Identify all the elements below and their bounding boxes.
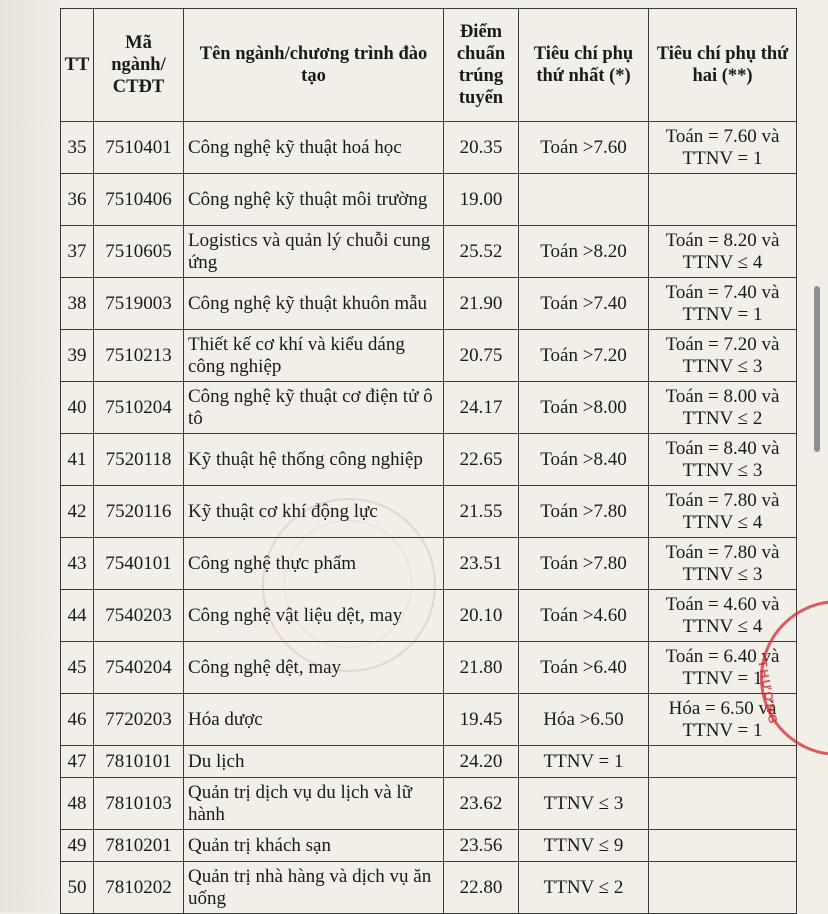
cell-score: 22.65 bbox=[444, 434, 519, 486]
cell-crit2 bbox=[649, 278, 797, 330]
cell-crit1: TTNV ≤ 3 bbox=[519, 778, 649, 830]
cell-tt: 43 bbox=[61, 538, 94, 590]
cell-code: 7510401 bbox=[94, 122, 184, 174]
cell-tt: 50 bbox=[61, 862, 94, 914]
cell-name: Công nghệ kỹ thuật môi trường bbox=[184, 174, 444, 226]
cell-crit2 bbox=[649, 778, 797, 830]
cell-tt: 46 bbox=[61, 694, 94, 746]
cell-score: 24.20 bbox=[444, 746, 519, 778]
cell-tt: 39 bbox=[61, 330, 94, 382]
cell-crit1: Toán >8.40 bbox=[519, 434, 649, 486]
cell-crit1 bbox=[519, 174, 649, 226]
crit2-line1: Toán = 7.80 và bbox=[665, 541, 780, 563]
cell-score: 21.80 bbox=[444, 642, 519, 694]
table-row bbox=[61, 590, 797, 642]
crit2-line2: TTNV ≤ 4 bbox=[682, 251, 763, 273]
cell-code: 7540203 bbox=[94, 590, 184, 642]
cell-code: 7810201 bbox=[94, 830, 184, 862]
cell-crit2 bbox=[649, 746, 797, 778]
cell-tt: 40 bbox=[61, 382, 94, 434]
cell-score: 25.52 bbox=[444, 226, 519, 278]
cell-tt: 45 bbox=[61, 642, 94, 694]
cell-crit1: Toán >7.20 bbox=[519, 330, 649, 382]
cell-score: 21.90 bbox=[444, 278, 519, 330]
cell-name: Hóa dược bbox=[184, 694, 444, 746]
cell-name: Công nghệ kỹ thuật cơ điện tử ô tô bbox=[184, 382, 444, 434]
cell-name: Quản trị khách sạn bbox=[184, 830, 444, 862]
cell-crit1: TTNV ≤ 2 bbox=[519, 862, 649, 914]
cell-crit2 bbox=[649, 538, 797, 590]
table-header-row bbox=[61, 9, 797, 122]
table-row bbox=[61, 174, 797, 226]
cell-code: 7520116 bbox=[94, 486, 184, 538]
cell-name: Kỹ thuật cơ khí động lực bbox=[184, 486, 444, 538]
cell-crit2 bbox=[649, 122, 797, 174]
cell-score: 20.35 bbox=[444, 122, 519, 174]
cell-tt: 48 bbox=[61, 778, 94, 830]
crit2-line2: TTNV ≤ 3 bbox=[682, 563, 763, 585]
crit2-line2: TTNV ≤ 4 bbox=[682, 511, 763, 533]
cell-code: 7510213 bbox=[94, 330, 184, 382]
cell-code: 7519003 bbox=[94, 278, 184, 330]
crit2-line1: Toán = 7.20 và bbox=[665, 333, 780, 355]
table-row bbox=[61, 226, 797, 278]
cell-crit1: Toán >8.20 bbox=[519, 226, 649, 278]
cell-crit1: Toán >6.40 bbox=[519, 642, 649, 694]
cell-crit2 bbox=[649, 862, 797, 914]
cell-name: Logistics và quản lý chuỗi cung ứng bbox=[184, 226, 444, 278]
cell-name: Công nghệ kỹ thuật khuôn mẫu bbox=[184, 278, 444, 330]
cell-tt: 42 bbox=[61, 486, 94, 538]
cell-crit1: Toán >7.80 bbox=[519, 538, 649, 590]
cell-crit1: TTNV ≤ 9 bbox=[519, 830, 649, 862]
crit2-line1: Toán = 7.40 và bbox=[665, 281, 780, 303]
crit2-line2: TTNV = 1 bbox=[682, 667, 763, 689]
header-tt: TT bbox=[61, 9, 94, 122]
cell-name: Du lịch bbox=[184, 746, 444, 778]
cell-crit2 bbox=[649, 330, 797, 382]
cell-code: 7540204 bbox=[94, 642, 184, 694]
crit2-line2: TTNV = 1 bbox=[682, 147, 763, 169]
table-row bbox=[61, 694, 797, 746]
cell-score: 24.17 bbox=[444, 382, 519, 434]
table-row bbox=[61, 122, 797, 174]
table-row bbox=[61, 862, 797, 914]
cell-crit2 bbox=[649, 174, 797, 226]
cell-score: 21.55 bbox=[444, 486, 519, 538]
admission-score-table bbox=[60, 8, 797, 914]
cell-score: 19.45 bbox=[444, 694, 519, 746]
scrollbar[interactable] bbox=[814, 286, 820, 452]
table-row bbox=[61, 538, 797, 590]
stamp-text: THƯƠNG bbox=[755, 659, 781, 727]
table-row bbox=[61, 486, 797, 538]
cell-crit2 bbox=[649, 642, 797, 694]
cell-score: 23.51 bbox=[444, 538, 519, 590]
crit2-line1: Toán = 8.00 và bbox=[665, 385, 780, 407]
cell-code: 7510406 bbox=[94, 174, 184, 226]
crit2-line1: Toán = 8.20 và bbox=[665, 229, 780, 251]
cell-name: Thiết kế cơ khí và kiểu dáng công nghiệp bbox=[184, 330, 444, 382]
cell-name: Công nghệ vật liệu dệt, may bbox=[184, 590, 444, 642]
cell-crit1: Toán >4.60 bbox=[519, 590, 649, 642]
cell-tt: 47 bbox=[61, 746, 94, 778]
cell-tt: 49 bbox=[61, 830, 94, 862]
cell-code: 7810202 bbox=[94, 862, 184, 914]
cell-score: 23.56 bbox=[444, 830, 519, 862]
crit2-line2: TTNV ≤ 3 bbox=[682, 459, 763, 481]
cell-crit1: Toán >7.60 bbox=[519, 122, 649, 174]
cell-tt: 37 bbox=[61, 226, 94, 278]
table-row bbox=[61, 330, 797, 382]
crit2-line1: Toán = 8.40 và bbox=[665, 437, 780, 459]
header-crit2: Tiêu chí phụ thứ hai (**) bbox=[649, 9, 797, 122]
table-row bbox=[61, 278, 797, 330]
table-row bbox=[61, 746, 797, 778]
crit2-line2: TTNV ≤ 4 bbox=[682, 615, 763, 637]
cell-crit2 bbox=[649, 382, 797, 434]
cell-crit2 bbox=[649, 830, 797, 862]
cell-score: 23.62 bbox=[444, 778, 519, 830]
table-row bbox=[61, 778, 797, 830]
cell-name: Công nghệ kỹ thuật hoá học bbox=[184, 122, 444, 174]
header-name: Tên ngành/chương trình đào tạo bbox=[184, 9, 444, 122]
crit2-line1: Toán = 6.40 và bbox=[665, 645, 780, 667]
table-row bbox=[61, 642, 797, 694]
cell-crit2 bbox=[649, 486, 797, 538]
cell-crit1: Toán >8.00 bbox=[519, 382, 649, 434]
crit2-line2: TTNV ≤ 3 bbox=[682, 355, 763, 377]
cell-score: 22.80 bbox=[444, 862, 519, 914]
crit2-line2: TTNV = 1 bbox=[682, 719, 763, 741]
crit2-line2: TTNV ≤ 2 bbox=[682, 407, 763, 429]
cell-crit2 bbox=[649, 590, 797, 642]
cell-tt: 36 bbox=[61, 174, 94, 226]
crit2-line2: TTNV = 1 bbox=[682, 303, 763, 325]
header-code: Mã ngành/ CTĐT bbox=[94, 9, 184, 122]
cell-name: Công nghệ thực phẩm bbox=[184, 538, 444, 590]
cell-code: 7810103 bbox=[94, 778, 184, 830]
cell-name: Quản trị nhà hàng và dịch vụ ăn uống bbox=[184, 862, 444, 914]
cell-crit1: Hóa >6.50 bbox=[519, 694, 649, 746]
crit2-line1: Hóa = 6.50 và bbox=[668, 697, 777, 719]
cell-score: 19.00 bbox=[444, 174, 519, 226]
cell-name: Công nghệ dệt, may bbox=[184, 642, 444, 694]
cell-crit2 bbox=[649, 694, 797, 746]
cell-tt: 41 bbox=[61, 434, 94, 486]
table-row bbox=[61, 830, 797, 862]
cell-code: 7510204 bbox=[94, 382, 184, 434]
header-crit1: Tiêu chí phụ thứ nhất (*) bbox=[519, 9, 649, 122]
table-row bbox=[61, 382, 797, 434]
table-row bbox=[61, 434, 797, 486]
cell-tt: 44 bbox=[61, 590, 94, 642]
crit2-line1: Toán = 7.80 và bbox=[665, 489, 780, 511]
cell-tt: 35 bbox=[61, 122, 94, 174]
crit2-line1: Toán = 4.60 và bbox=[665, 593, 780, 615]
cell-code: 7540101 bbox=[94, 538, 184, 590]
cell-crit1: Toán >7.80 bbox=[519, 486, 649, 538]
crit2-line1: Toán = 7.60 và bbox=[665, 125, 780, 147]
cell-score: 20.75 bbox=[444, 330, 519, 382]
cell-code: 7520118 bbox=[94, 434, 184, 486]
cell-score: 20.10 bbox=[444, 590, 519, 642]
cell-code: 7810101 bbox=[94, 746, 184, 778]
cell-crit2 bbox=[649, 226, 797, 278]
cell-tt: 38 bbox=[61, 278, 94, 330]
cell-code: 7720203 bbox=[94, 694, 184, 746]
page-edge bbox=[0, 0, 60, 912]
header-score: Điểm chuẩn trúng tuyển bbox=[444, 9, 519, 122]
cell-name: Quản trị dịch vụ du lịch và lữ hành bbox=[184, 778, 444, 830]
cell-crit1: TTNV = 1 bbox=[519, 746, 649, 778]
cell-crit2 bbox=[649, 434, 797, 486]
cell-crit1: Toán >7.40 bbox=[519, 278, 649, 330]
cell-name: Kỹ thuật hệ thống công nghiệp bbox=[184, 434, 444, 486]
cell-code: 7510605 bbox=[94, 226, 184, 278]
